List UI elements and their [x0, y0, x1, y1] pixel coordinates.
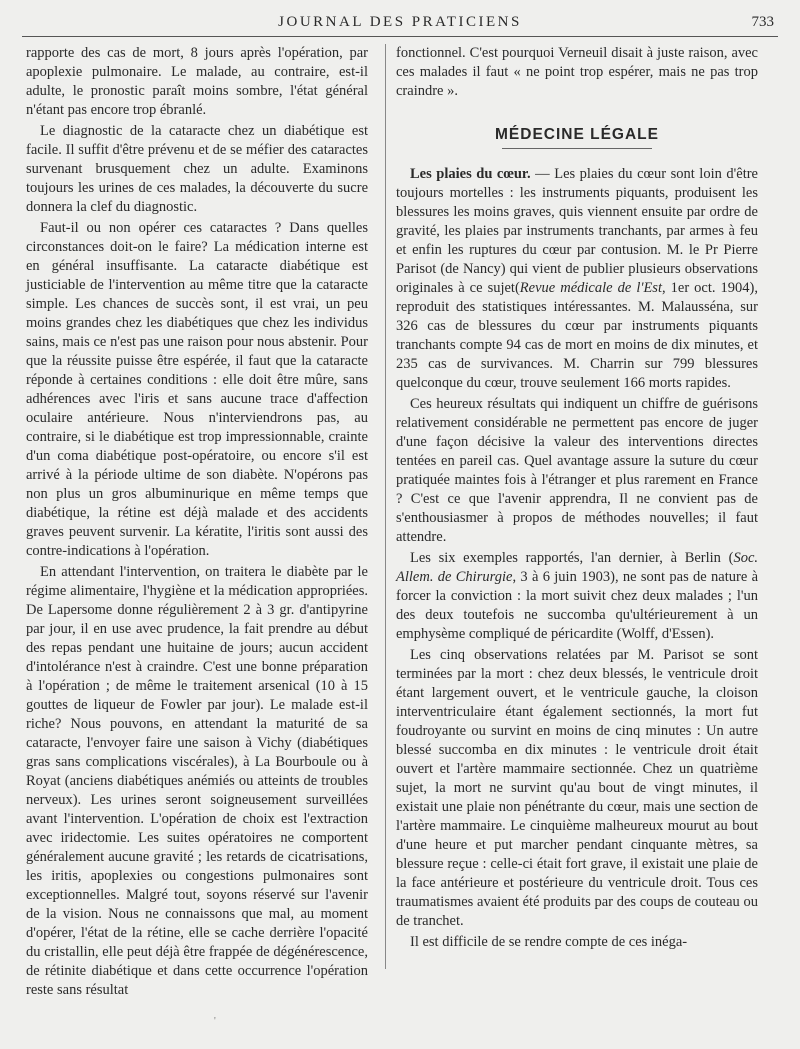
paragraph: Le diagnostic de la cataracte chez un diabétique est facile. Il suffit d'être prévenu et de se méfier des cataractes survenant brusquement chez un adulte. Examinons toujours les urines de ces malades, la découverte du sucre donnera la clef du diagnostic. — [26, 123, 368, 215]
section-title-rule — [502, 148, 652, 149]
journal-citation: Soc. Allem. de Chirurgie — [396, 550, 758, 585]
paragraph: Il est difficile de se rendre compte de ces inéga- — [410, 934, 688, 950]
text-run: , 1er oct. 1904), reproduit des statistiques intéressantes. M. Malausséna, sur 326 cas de blessures du cœur par instruments piquants tranchants compte 94 cas de mort en moins de dix minutes, et 235 cas de survivances. M. Charrin sur 799 blessures quelconque du cœur, trouve seulement 166 morts rapides. — [396, 280, 759, 391]
paragraph: Faut-il ou non opérer ces cataractes ? Dans quelles circonstances doit-on le faire? La médication interne est en général insuffisante. La cataracte diabétique est justiciable de l'intervention au même titre que la cataracte simple. Les chances de succès sont, il est vrai, un peu moins grandes chez les diabétiques que chez les individus sains, mais ce n'est pas une raison pour nous abstenir. Pour que la réussite puisse être espérée, il faut que la cataracte réponde à certaines conditions : elle doit être mûre, sans adhérences avec l'iris et sans aucune trace d'affection oculaire antérieure. Nous n'interviendrons pas, au contraire, si le diabétique est trop impressionnable, crainte d'un coma diabétique post-opératoire, ou encore s'il est arrivé à la période ultime de son diabète. N'opérons pas non plus un gros albuminurique en même temps que diabétique, la rétine est déjà malade et des accidents graves peuvent survenir. La kératite, l'iritis sont aussi des contre-indications à l'opération. — [26, 220, 368, 559]
text-run: — Les plaies du cœur sont loin d'être toujours mortelles : les instruments piquants, produisent les blessures les moins graves, quis viennent ensuite par ordre de gravité, les plaies par instruments tranchants, par armes à feu et enfin les ruptures du cœur par contusion. M. le Pr Pierre Parisot (de Nancy) qui vient de publier plusieurs observations originales à ce sujet( — [396, 166, 758, 296]
text-run: , 3 à 6 juin 1903), ne sont pas de nature à forcer la conviction : la mort suivit chez deux malades ; l'un des deux toutefois ne succomba qu'ultérieurement à un emphysème compliqué de péricardite (Wolff, d'Essen). — [396, 569, 759, 642]
page-number: 733 — [751, 14, 774, 30]
paragraph-lead: Les plaies du cœur. — [410, 166, 531, 182]
text-run: Les six exemples rapportés, l'an dernier, à Berlin ( — [410, 550, 734, 566]
page-header — [22, 10, 778, 37]
paragraph: fonctionnel. C'est pourquoi Verneuil disait à juste raison, avec ces malades il faut « ne point trop espérer, mais ne pas trop craindre ». — [396, 45, 758, 99]
running-title: JOURNAL DES PRATICIENS — [278, 14, 522, 30]
paragraph — [396, 165, 758, 393]
column-divider — [385, 44, 386, 969]
journal-citation: Revue médicale de l'Est — [519, 280, 662, 296]
footer-mark: ' — [214, 1016, 216, 1027]
paragraph: Ces heureux résultats qui indiquent un chiffre de guérisons relativement considérable ne permettent pas encore de juger d'une façon décisive la valeur des interventions directes tentées en pareil cas. Quel avantage assure la suture du cœur pratiquée maintes fois à l'étranger et plus rarement en France ? C'est ce que l'avenir apprendra, Il ne convient pas de s'enthousiasmer à propos de méthodes nouvelles; il faut attendre. — [396, 396, 758, 545]
paragraph: Les cinq observations relatées par M. Parisot se sont terminées par la mort : chez deux blessés, le ventricule droit étant largement ouvert, et le ventricule gauche, la cloison interventriculaire étant également sectionnés, la mort fut foudroyante ou survint en moins de cinq minutes : Un autre blessé succomba en dix minutes : le ventricule droit était ouvert et l'artère mammaire sectionnée. Chez un quatrième sujet, la mort ne survint qu'au bout de vingt minutes, il existait une plaie non pénétrante du cœur, mais une section de l'artère mammaire. Le cinquième malheureux mourut au bout d'une heure et put marcher pendant cinquante mètres, sa blessure reçue : celle-ci était fort grave, il existait une plaie de la face antérieure et postérieure du ventricule droit. Tous ces traumatismes avaient été produits par des coups de couteau ou de tranchet. — [396, 647, 758, 929]
paragraph — [396, 549, 758, 644]
section-title: MÉDECINE LÉGALE — [495, 126, 659, 143]
paragraph: rapporte des cas de mort, 8 jours après l'opération, par apoplexie pulmonaire. Le malade, au contraire, est-il adulte, le pronostic paraît moins sombre, l'état général n'étant pas encore trop ébranlé. — [26, 45, 368, 118]
left-column — [26, 44, 368, 1002]
paragraph: En attendant l'intervention, on traitera le diabète par le régime alimentaire, l'hygiène et la médication appropriées. De Lapersome donne régulièrement 2 à 3 gr. d'antipyrine par jour, il en use avec prudence, la fait prendre au début des repas pendant une huitaine de jours; aucun accident d'intolérance n'est à craindre. C'est une bonne préparation à l'opération ; de même le traitement arsenical (10 à 15 gouttes de liqueur de Fowler par jour). Le malade est-il riche? Nous pouvons, en attendant la maturité de sa cataracte, l'envoyer faire une saison à Vichy (diabétiques gras sans complications viscérales), à La Bourboule ou à Royat (anciens diabétiques anémiés ou atteints de troubles nerveux). Les urines seront soigneusement surveillées avant l'intervention. L'opération de choix est l'extraction avec iridectomie. Les suites opératoires ne comportent généralement aucune gravité ; les retards de cicatrisations, les iritis, apoplexies ou congestions pulmonaires sont exceptionnelles. Malgré tout, soyons réservé sur l'avenir de la vision. Nous ne connaissons que mal, au moment d'opérer, l'état de la rétine, elle se cache derrière l'opacité du cristallin, elle peut déjà être frappée de dégénérescence, de rétinite diabétique et dans cette occurrence l'opération reste sans résultat — [26, 564, 368, 998]
right-column — [396, 44, 758, 954]
